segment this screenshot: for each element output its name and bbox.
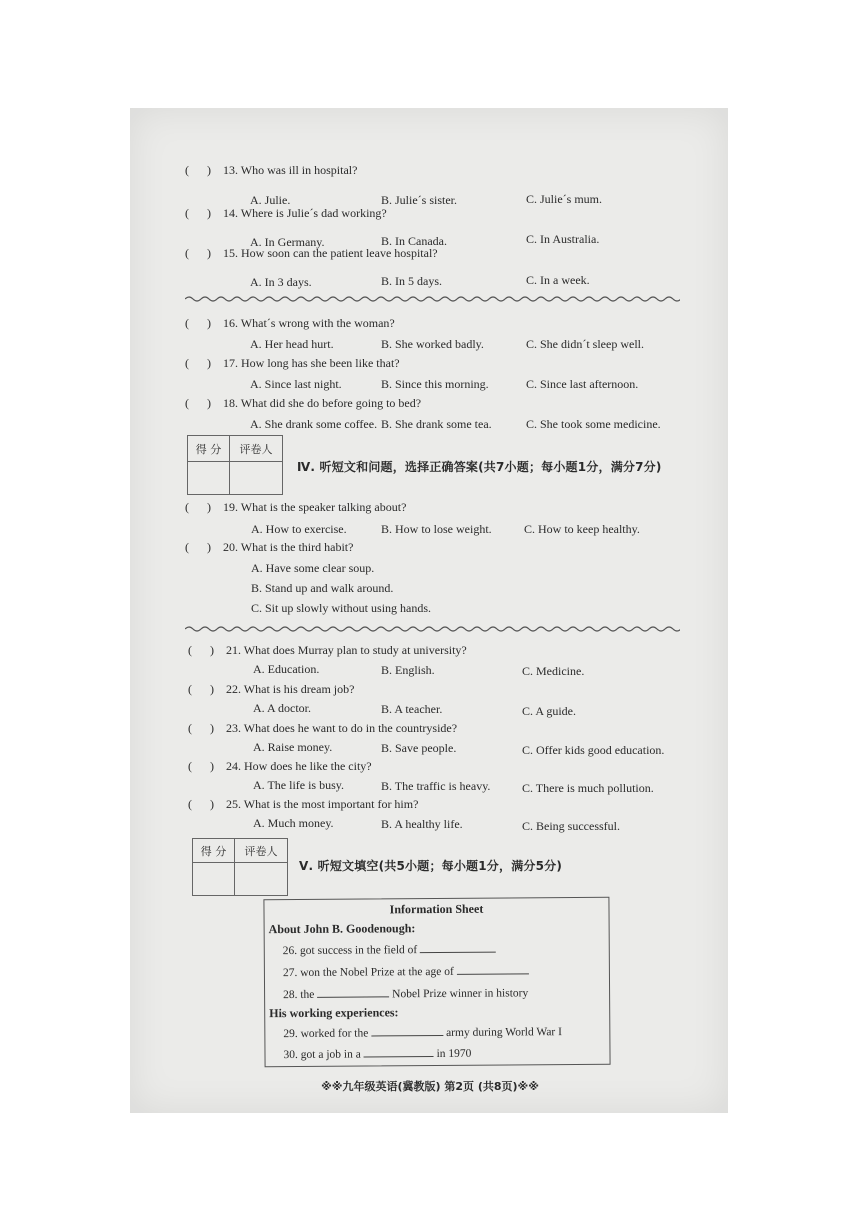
option-a: A. The life is busy. — [253, 778, 344, 792]
answer-paren: ( ) — [188, 759, 214, 773]
option-b: B. How to lose weight. — [381, 522, 492, 536]
option-a: A. A doctor. — [253, 701, 312, 715]
option-a: A. In 3 days. — [250, 275, 312, 289]
answer-paren: ( ) — [185, 206, 211, 220]
option-c: C. Sit up slowly without using hands. — [251, 601, 432, 615]
item-text: 28. the — [283, 988, 315, 1002]
info-item-26 — [283, 942, 496, 957]
option-a: A. Much money. — [253, 816, 334, 830]
question-text: What is the speaker talking about? — [240, 500, 407, 514]
question-text: How does he like the city? — [244, 759, 372, 773]
question-number: 17. — [223, 356, 238, 370]
option-a: A. Since last night. — [250, 377, 342, 391]
option-b: B. She worked badly. — [381, 337, 484, 351]
question-text: What is the third habit? — [240, 540, 354, 554]
info-heading-about: About John B. Goodenough: — [268, 921, 416, 937]
question-15 — [185, 246, 438, 261]
option-b: B. Since this morning. — [381, 377, 489, 391]
option-b: B. In Canada. — [381, 234, 447, 248]
option-c: C. She took some medicine. — [526, 417, 661, 431]
grader-cell[interactable] — [234, 863, 287, 896]
option-b: B. A healthy life. — [381, 817, 463, 831]
answer-paren: ( ) — [188, 643, 214, 657]
section-5-title: Ⅴ. 听短文填空(共5小题；每小题1分，满分5分) — [299, 859, 563, 873]
info-item-30 — [283, 1046, 471, 1061]
option-b: B. In 5 days. — [381, 274, 442, 288]
item-text: 30. got a job in a — [283, 1048, 361, 1062]
answer-paren: ( ) — [185, 396, 211, 410]
option-c: C. How to keep healthy. — [524, 522, 640, 536]
option-b: B. English. — [381, 663, 435, 677]
option-a: A. Her head hurt. — [250, 337, 334, 351]
blank-29[interactable] — [371, 1025, 443, 1037]
option-c: C. There is much pollution. — [522, 781, 654, 795]
section-4-title: Ⅳ. 听短文和问题，选择正确答案(共7小题；每小题1分，满分7分) — [297, 460, 662, 474]
question-number: 21. — [226, 643, 241, 657]
option-a: A. Education. — [253, 662, 320, 676]
question-text: What is the most important for him? — [243, 797, 419, 811]
option-c: C. A guide. — [522, 704, 577, 718]
wavy-divider — [185, 294, 680, 304]
option-c: C. Offer kids good education. — [522, 743, 665, 757]
question-text: How soon can the patient leave hospital? — [241, 246, 438, 260]
question-text: Where is Julie´s dad working? — [240, 206, 387, 220]
question-text: What is his dream job? — [243, 682, 355, 696]
option-c: C. In a week. — [526, 273, 590, 287]
question-19 — [185, 500, 406, 515]
option-c: C. Since last afternoon. — [526, 377, 639, 391]
option-b: B. The traffic is heavy. — [381, 779, 491, 793]
option-a: A. Have some clear soup. — [251, 561, 375, 575]
option-b: B. Stand up and walk around. — [251, 581, 394, 595]
grader-label: 评卷人 — [229, 436, 282, 462]
answer-paren: ( ) — [185, 316, 211, 330]
score-label: 得 分 — [193, 839, 235, 863]
option-a: A. Julie. — [250, 193, 291, 207]
answer-paren: ( ) — [185, 500, 211, 514]
question-text: What does he want to do in the countryside? — [243, 721, 458, 735]
question-23 — [188, 721, 457, 736]
question-25 — [188, 797, 418, 812]
item-text: 29. worked for the — [283, 1027, 369, 1041]
question-16 — [185, 316, 395, 331]
question-text: What does Murray plan to study at university? — [243, 643, 467, 657]
answer-paren: ( ) — [188, 682, 214, 696]
question-number: 14. — [223, 206, 238, 220]
option-a: A. She drank some coffee. — [250, 417, 378, 431]
question-number: 16. — [223, 316, 238, 330]
option-b: B. Julie´s sister. — [381, 193, 458, 207]
blank-27[interactable] — [457, 963, 529, 975]
score-cell[interactable] — [193, 863, 235, 896]
item-text-after: in 1970 — [436, 1047, 472, 1061]
question-13 — [185, 163, 357, 178]
info-item-27 — [283, 963, 529, 979]
grader-label: 评卷人 — [234, 839, 287, 863]
score-box — [192, 838, 288, 896]
info-sheet-title: Information Sheet — [389, 901, 484, 917]
score-cell[interactable] — [188, 462, 230, 495]
question-17 — [185, 356, 400, 371]
answer-paren: ( ) — [185, 163, 211, 177]
information-sheet — [263, 897, 610, 1067]
question-number: 19. — [223, 500, 238, 514]
score-box — [187, 435, 283, 495]
question-21 — [188, 643, 467, 658]
info-item-29 — [283, 1024, 562, 1040]
question-text: What´s wrong with the woman? — [240, 316, 395, 330]
option-a: A. In Germany. — [250, 235, 325, 249]
answer-paren: ( ) — [188, 721, 214, 735]
question-22 — [188, 682, 354, 697]
option-b: B. Save people. — [381, 741, 457, 755]
question-number: 22. — [226, 682, 241, 696]
option-a: A. How to exercise. — [251, 522, 347, 536]
option-b: B. A teacher. — [381, 702, 443, 716]
wavy-divider — [185, 624, 680, 634]
question-number: 24. — [226, 759, 241, 773]
question-14 — [185, 206, 387, 221]
option-c: C. Being successful. — [522, 819, 620, 833]
question-number: 25. — [226, 797, 241, 811]
answer-paren: ( ) — [188, 797, 214, 811]
question-text: Who was ill in hospital? — [240, 163, 358, 177]
question-number: 23. — [226, 721, 241, 735]
question-number: 18. — [223, 396, 238, 410]
question-24 — [188, 759, 372, 774]
question-number: 13. — [223, 163, 238, 177]
answer-paren: ( ) — [185, 356, 211, 370]
item-text: 27. won the Nobel Prize at the age of — [282, 965, 454, 980]
blank-26[interactable] — [420, 942, 496, 954]
question-text: How long has she been like that? — [241, 356, 400, 370]
option-c: C. In Australia. — [526, 232, 600, 246]
page-footer: ※※九年级英语(冀教版) 第2页 (共8页)※※ — [321, 1080, 539, 1093]
option-c: C. Julie´s mum. — [526, 192, 603, 206]
blank-28[interactable] — [317, 986, 389, 998]
info-item-28 — [283, 985, 528, 1001]
question-text: What did she do before going to bed? — [240, 396, 422, 410]
grader-cell[interactable] — [229, 462, 282, 495]
option-a: A. Raise money. — [253, 740, 333, 754]
answer-paren: ( ) — [185, 540, 211, 554]
item-text-after: army during World War I — [446, 1026, 563, 1039]
option-c: C. She didn´t sleep well. — [526, 337, 644, 351]
item-text: 26. got success in the field of — [282, 944, 418, 958]
blank-30[interactable] — [364, 1046, 434, 1057]
question-number: 20. — [223, 540, 238, 554]
question-20 — [185, 540, 353, 555]
info-heading-experiences: His working experiences: — [269, 1005, 399, 1021]
score-label: 得 分 — [188, 436, 230, 462]
option-c: C. Medicine. — [522, 664, 585, 678]
question-18 — [185, 396, 421, 411]
answer-paren: ( ) — [185, 246, 211, 260]
option-b: B. She drank some tea. — [381, 417, 492, 431]
question-number: 15. — [223, 246, 238, 260]
item-text-after: Nobel Prize winner in history — [392, 987, 529, 1001]
